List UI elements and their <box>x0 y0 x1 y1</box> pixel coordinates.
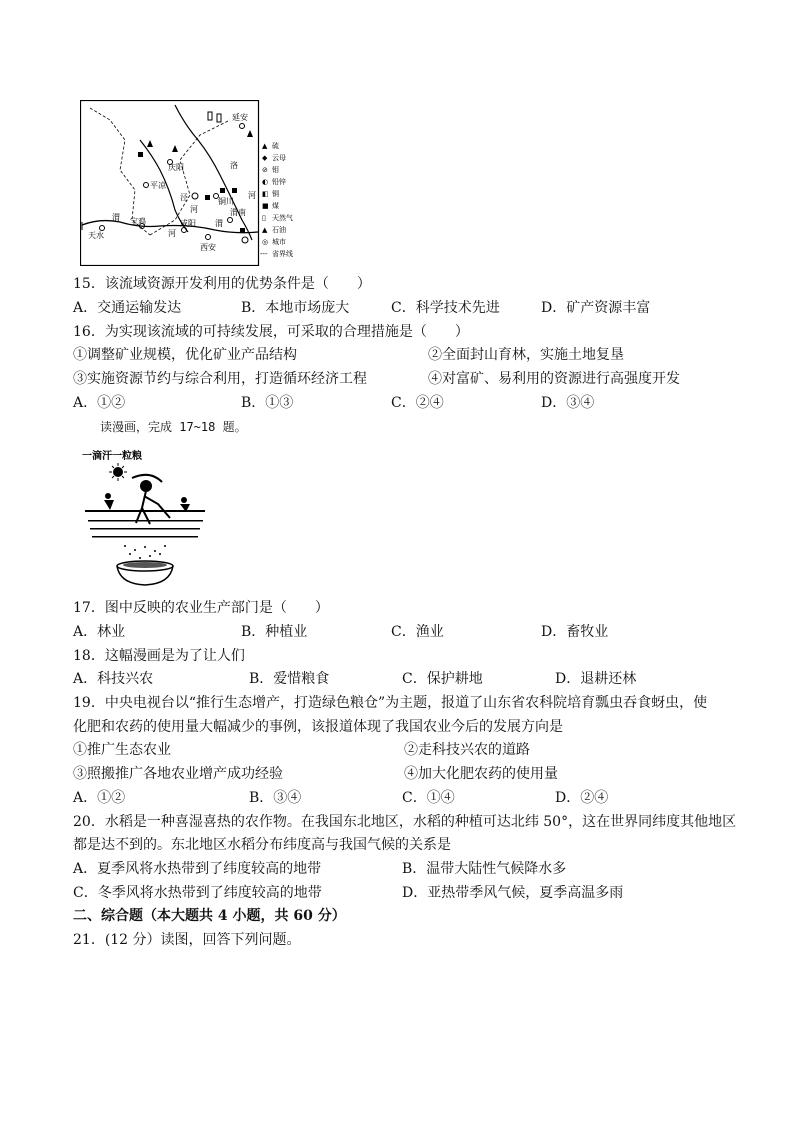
q17-option-d[interactable]: D．畜牧业 <box>541 624 609 640</box>
legend-symbol: ▲ <box>262 226 268 234</box>
legend-label: 云母 <box>272 154 286 162</box>
river-basin-resource-map <box>80 100 300 266</box>
rice-bowl-icon <box>117 561 173 585</box>
q16-statement-3: ③实施资源节约与综合利用，打造循环经济工程 <box>73 371 367 387</box>
legend-symbol: --- <box>260 250 268 258</box>
legend-label: 煤 <box>272 202 279 210</box>
q16-option-d[interactable]: D．③④ <box>541 395 595 411</box>
map-city-label: 西安 <box>200 243 216 252</box>
q16-option-a[interactable]: A．①② <box>73 395 126 411</box>
map-city-label: 延安 <box>232 113 248 122</box>
q19-stem-line2: 化肥和农药的使用量大幅减少的事例，该报道体现了我国农业今后的发展方向是 <box>73 719 563 735</box>
q17-option-c[interactable]: C．渔业 <box>391 624 444 640</box>
q18-option-d[interactable]: D．退耕还林 <box>555 671 637 687</box>
q19-statement-3: ③照搬推广各地农业增产成功经验 <box>73 766 283 782</box>
q18-option-c[interactable]: C．保护耕地 <box>402 671 483 687</box>
map-city-label: 天水 <box>88 231 104 240</box>
map-river-label: 洛 <box>230 161 238 170</box>
q16-statement-4: ④对富矿、易利用的资源进行高强度开发 <box>428 371 680 387</box>
cartoon-illustration <box>80 448 210 588</box>
q19-option-c[interactable]: C．①④ <box>402 790 455 806</box>
legend-label: 石油 <box>272 226 286 234</box>
q17-option-a[interactable]: A．林业 <box>73 624 126 640</box>
q19-option-d[interactable]: D．②④ <box>555 790 609 806</box>
q18-option-a[interactable]: A．科技兴农 <box>73 671 154 687</box>
map-city-label: 铜川 <box>218 197 234 206</box>
legend-symbol: ◧ <box>262 190 269 198</box>
map-city-label: 平凉 <box>150 181 166 190</box>
q19-option-a[interactable]: A．①② <box>73 790 126 806</box>
q19-statement-1: ①推广生态农业 <box>73 742 171 758</box>
map-legend <box>260 141 293 258</box>
legend-label: 省界线 <box>272 250 293 258</box>
section-heading: 二、综合题（本大题共 4 小题，共 60 分） <box>73 908 346 924</box>
q16-statement-2: ②全面封山育林，实施土地复垦 <box>428 347 624 363</box>
q18-stem: 18．这幅漫画是为了让人们 <box>73 648 245 664</box>
legend-symbol: ■ <box>262 202 269 210</box>
map-city-label: 庆阳 <box>168 163 184 172</box>
map-city-label: 宝鸡 <box>130 217 146 226</box>
q19-option-b[interactable]: B．③④ <box>249 790 302 806</box>
map-river-label: 河 <box>168 229 176 238</box>
q19-statement-4: ④加大化肥农药的使用量 <box>404 766 558 782</box>
q19-stem-line1: 19．中央电视台以“推行生态增产，打造绿色粮仓”为主题，报道了山东省农科院培育瓢虫吞食蚜虫，使 <box>73 695 708 711</box>
q18-option-b[interactable]: B．爱惜粮食 <box>249 671 330 687</box>
legend-symbol: ◆ <box>262 154 268 162</box>
legend-symbol: ⊘ <box>262 166 268 174</box>
q20-option-a[interactable]: A．夏季风将水热带到了纬度较高的地带 <box>73 861 322 877</box>
q15-option-b[interactable]: B．本地市场庞大 <box>241 300 350 316</box>
legend-symbol: ◐ <box>262 178 269 186</box>
q21-stem: 21．(12 分）读图，回答下列问题。 <box>73 932 301 948</box>
legend-label: 铜 <box>272 190 279 198</box>
q17-stem: 17．图中反映的农业生产部门是（ ） <box>73 600 329 616</box>
q16-option-b[interactable]: B．①③ <box>241 395 294 411</box>
q20-option-c[interactable]: C．冬季风将水热带到了纬度较高的地带 <box>73 885 322 901</box>
map-river-label: 河 <box>190 205 198 214</box>
q20-option-b[interactable]: B．温带大陆性气候降水多 <box>402 861 567 877</box>
farmer-figure <box>132 475 170 524</box>
legend-symbol: ▯ <box>262 214 266 222</box>
q20-stem-line1: 20．水稻是一种喜湿喜热的农作物。在我国东北地区，水稻的种植可达北纬 50°，这在世界同纬度其他地区 <box>73 814 737 830</box>
map-river-label: 渭 <box>215 219 223 228</box>
legend-label: 铅锌 <box>272 178 286 186</box>
map-river-label: 河 <box>248 191 256 200</box>
q15-stem: 15．该流域资源开发利用的优势条件是（ ） <box>73 276 371 292</box>
legend-symbol: ◎ <box>262 238 269 246</box>
q16-option-c[interactable]: C．②④ <box>391 395 444 411</box>
legend-label: 硫 <box>272 142 279 150</box>
q15-option-a[interactable]: A．交通运输发达 <box>73 300 182 316</box>
q16-statement-1: ①调整矿业规模，优化矿业产品结构 <box>73 347 297 363</box>
q16-stem: 16．为实现该流域的可持续发展，可采取的合理措施是（ ） <box>73 324 469 340</box>
cartoon-caption: 一滴汗一粒粮 <box>82 451 142 462</box>
map-river-label: 泾 <box>180 193 188 202</box>
legend-label: 城市 <box>272 238 286 246</box>
sun-icon <box>109 463 127 481</box>
q19-statement-2: ②走科技兴农的道路 <box>404 742 530 758</box>
q17-option-b[interactable]: B．种植业 <box>241 624 308 640</box>
q20-option-d[interactable]: D．亚热带季风气候，夏季高温多雨 <box>402 885 624 901</box>
legend-label: 天然气 <box>272 214 293 222</box>
legend-symbol: ▲ <box>262 142 268 150</box>
legend-label: 钼 <box>272 166 279 174</box>
map-city-label: 咸阳 <box>180 219 196 228</box>
q20-stem-line2: 都是达不到的。东北地区水稻分布纬度高与我国气候的关系是 <box>73 837 451 853</box>
instruction-note: 读漫画，完成 17~18 题。 <box>100 420 247 434</box>
map-city-label: 渭南 <box>230 208 246 217</box>
q15-option-c[interactable]: C．科学技术先进 <box>391 300 500 316</box>
q15-option-d[interactable]: D．矿产资源丰富 <box>541 300 651 316</box>
map-river-label: 渭 <box>112 213 120 222</box>
